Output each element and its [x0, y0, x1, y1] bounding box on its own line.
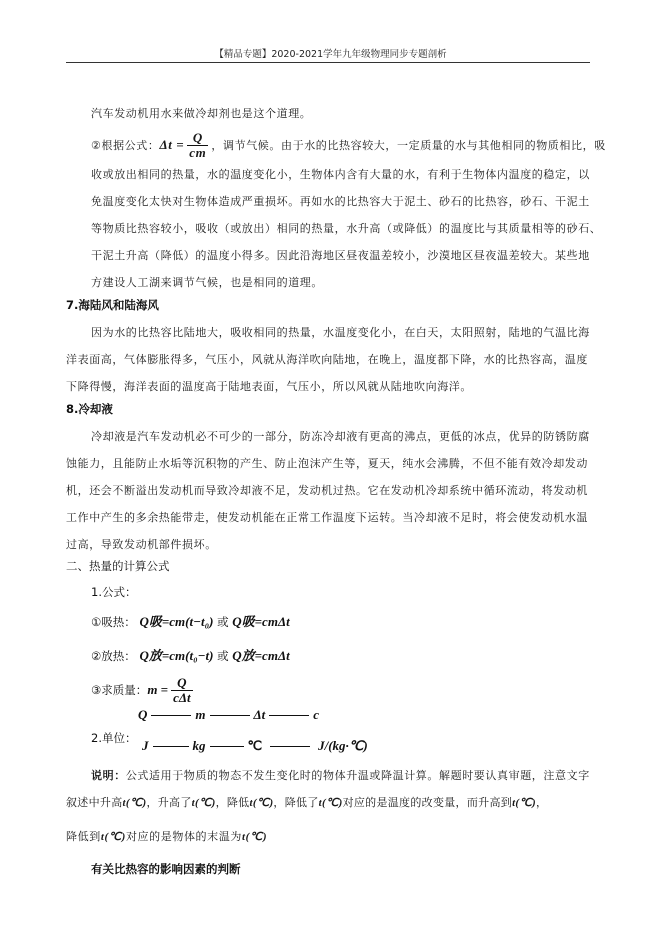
- temperature-symbol: t(℃): [100, 831, 126, 843]
- absorb-or: 或: [217, 615, 229, 629]
- item2-line: 干泥土升高（降低）的温度小得多。因此沿海地区昼夜温差较小，沙漠地区昼夜温差较大。某些地: [91, 249, 590, 262]
- mass-label: ③求质量：: [91, 683, 148, 697]
- section7-title: 7.海陆风和陆海风: [66, 298, 159, 312]
- item2-fraction: [187, 131, 208, 159]
- temperature-symbol: t(℃): [249, 797, 274, 809]
- note-line-1: [91, 767, 590, 783]
- release-or: 或: [217, 649, 229, 663]
- release-formula-1: Q放=cm(t₀−t): [139, 648, 214, 663]
- item2-line: 方建设人工湖来调节气候，也是相同的道理。: [91, 276, 323, 289]
- note-label: 说明：: [91, 769, 126, 782]
- mass-fraction: [171, 676, 193, 704]
- section8-title: 8.冷却液: [66, 402, 113, 416]
- absorb-label: ①吸热：: [91, 615, 136, 629]
- delta-t-symbol: Δt =: [159, 137, 185, 152]
- page-header: 【精品专题】2020-2021学年九年级物理同步专题剖析: [214, 49, 447, 60]
- section8-line: 冷却液是汽车发动机必不可少的一部分，防冻冷却液有更高的沸点，更低的冰点，优异的防锈防腐: [91, 430, 590, 443]
- note-text: ，降低了: [273, 796, 319, 809]
- note-text: 叙述中升高: [66, 796, 123, 809]
- mass-symbol: m =: [147, 682, 169, 697]
- item2-prefix: 根据公式：: [101, 139, 160, 152]
- unit-kg: kg: [192, 738, 206, 753]
- section7-line: 下降得慢，海洋表面的温度高于陆地表面，气压小，所以风就从陆地吹向海洋。: [66, 380, 472, 393]
- note-text: 对应的是物体的末温为: [125, 830, 242, 843]
- chain-connector: [210, 715, 250, 716]
- item2-line: 收或放出相同的热量，水的温度变化小，生物体内含有大量的水，有利于生物体内温度的稳定，以: [91, 168, 590, 181]
- note-text: 降低到: [66, 830, 101, 843]
- unit-connector: [210, 746, 244, 747]
- unit-celsius: ℃: [247, 738, 263, 753]
- header-rule: [66, 62, 590, 63]
- section8-line: 蚀能力，且能防止水垢等沉积物的产生、防止泡沫产生等，夏天，纯水会沸腾，不但不能有效冷却发动: [66, 457, 588, 470]
- section8-line: 机，还会不断溢出发动机而导致冷却液不足，发动机过热。它在发动机冷却系统中循环流动，将发动机: [66, 484, 588, 497]
- temperature-symbol: t(℃): [191, 797, 216, 809]
- release-formula-2: Q放=cmΔt: [232, 648, 290, 663]
- temperature-symbol: t(℃): [241, 831, 268, 843]
- section8-line: 过高，导致发动机部件损坏。: [66, 538, 217, 551]
- note-line-3: [66, 828, 267, 844]
- note-text: 公式适用于物质的物态不发生变化时的物体升温或降温计算。解题时要认真审题，注意文字: [125, 769, 590, 782]
- item2-line: 等物质比热容较小，吸收（或放出）相同的热量，水升高（或降低）的温度比与其质量相等的砂石、: [91, 222, 602, 235]
- section8-line: 工作中产生的多余热能带走，使发动机能在正常工作温度下运转。当冷却液不足时，将会使发动机水温: [66, 511, 588, 524]
- item2-fraction-den: cm: [189, 144, 207, 160]
- unit-label: 2.单位：: [91, 731, 137, 745]
- item2-suffix: ，调节气候。由于水的比热容较大，一定质量的水与其他相同的物质相比，吸: [211, 139, 606, 152]
- note-line-2: [66, 794, 547, 810]
- section7-line: 因为水的比热容比陆地大，吸收相同的热量，水温度变化小，在白天，太阳照射，陆地的气温比海: [91, 326, 590, 339]
- unit-connector: [153, 746, 189, 747]
- unit-specific-heat: J/(kg·℃): [318, 738, 368, 753]
- quantity-chain: [138, 707, 319, 723]
- chain-q: Q: [138, 707, 148, 722]
- temperature-symbol: t(℃): [318, 797, 343, 809]
- note-text: 对应的是温度的改变量，而升高到: [342, 796, 513, 809]
- item2-fraction-num: Q: [192, 129, 203, 145]
- section7-line: 洋表面高，气体膨胀得多，气压小，风就从海洋吹向陆地，在晚上，温度都下降，水的比热容高，温度: [66, 353, 588, 366]
- release-formula-line: [91, 645, 290, 664]
- absorb-formula-2: Q吸=cmΔt: [232, 614, 290, 629]
- mass-formula-line: [91, 673, 196, 707]
- chain-connector: [269, 715, 309, 716]
- absorb-formula-line: [91, 611, 290, 630]
- formula-label: 1.公式：: [91, 585, 137, 599]
- note-text: ，降低: [215, 796, 250, 809]
- intro-line: 汽车发动机用水来做冷却剂也是这个道理。: [91, 107, 312, 120]
- unit-connector: [270, 746, 310, 747]
- chain-m: m: [195, 707, 206, 722]
- temperature-symbol: t(℃): [122, 797, 147, 809]
- release-label: ②放热：: [91, 649, 136, 663]
- unit-chain: [142, 738, 368, 754]
- chain-connector: [151, 715, 191, 716]
- note-text: ，: [536, 796, 548, 809]
- item2-marker: ②: [91, 138, 102, 152]
- chain-dt: Δt: [253, 707, 266, 722]
- unit-joule: J: [142, 738, 149, 753]
- chain-c: c: [313, 707, 320, 722]
- item2-line: 免温度变化太快对生物体造成严重损坏。再如水的比热容大于泥土、砂石的比热容，砂石、干泥土: [91, 195, 590, 208]
- mass-fraction-den: cΔt: [173, 689, 191, 705]
- part2-title: 二、热量的计算公式: [66, 559, 170, 573]
- note-text: ，升高了: [146, 796, 192, 809]
- item2-first-line: [91, 129, 606, 160]
- final-heading: 有关比热容的影响因素的判断: [91, 862, 241, 876]
- temperature-symbol: t(℃): [512, 797, 536, 809]
- mass-fraction-num: Q: [177, 674, 187, 690]
- absorb-formula-1: Q吸=cm(t−t₀): [139, 614, 214, 629]
